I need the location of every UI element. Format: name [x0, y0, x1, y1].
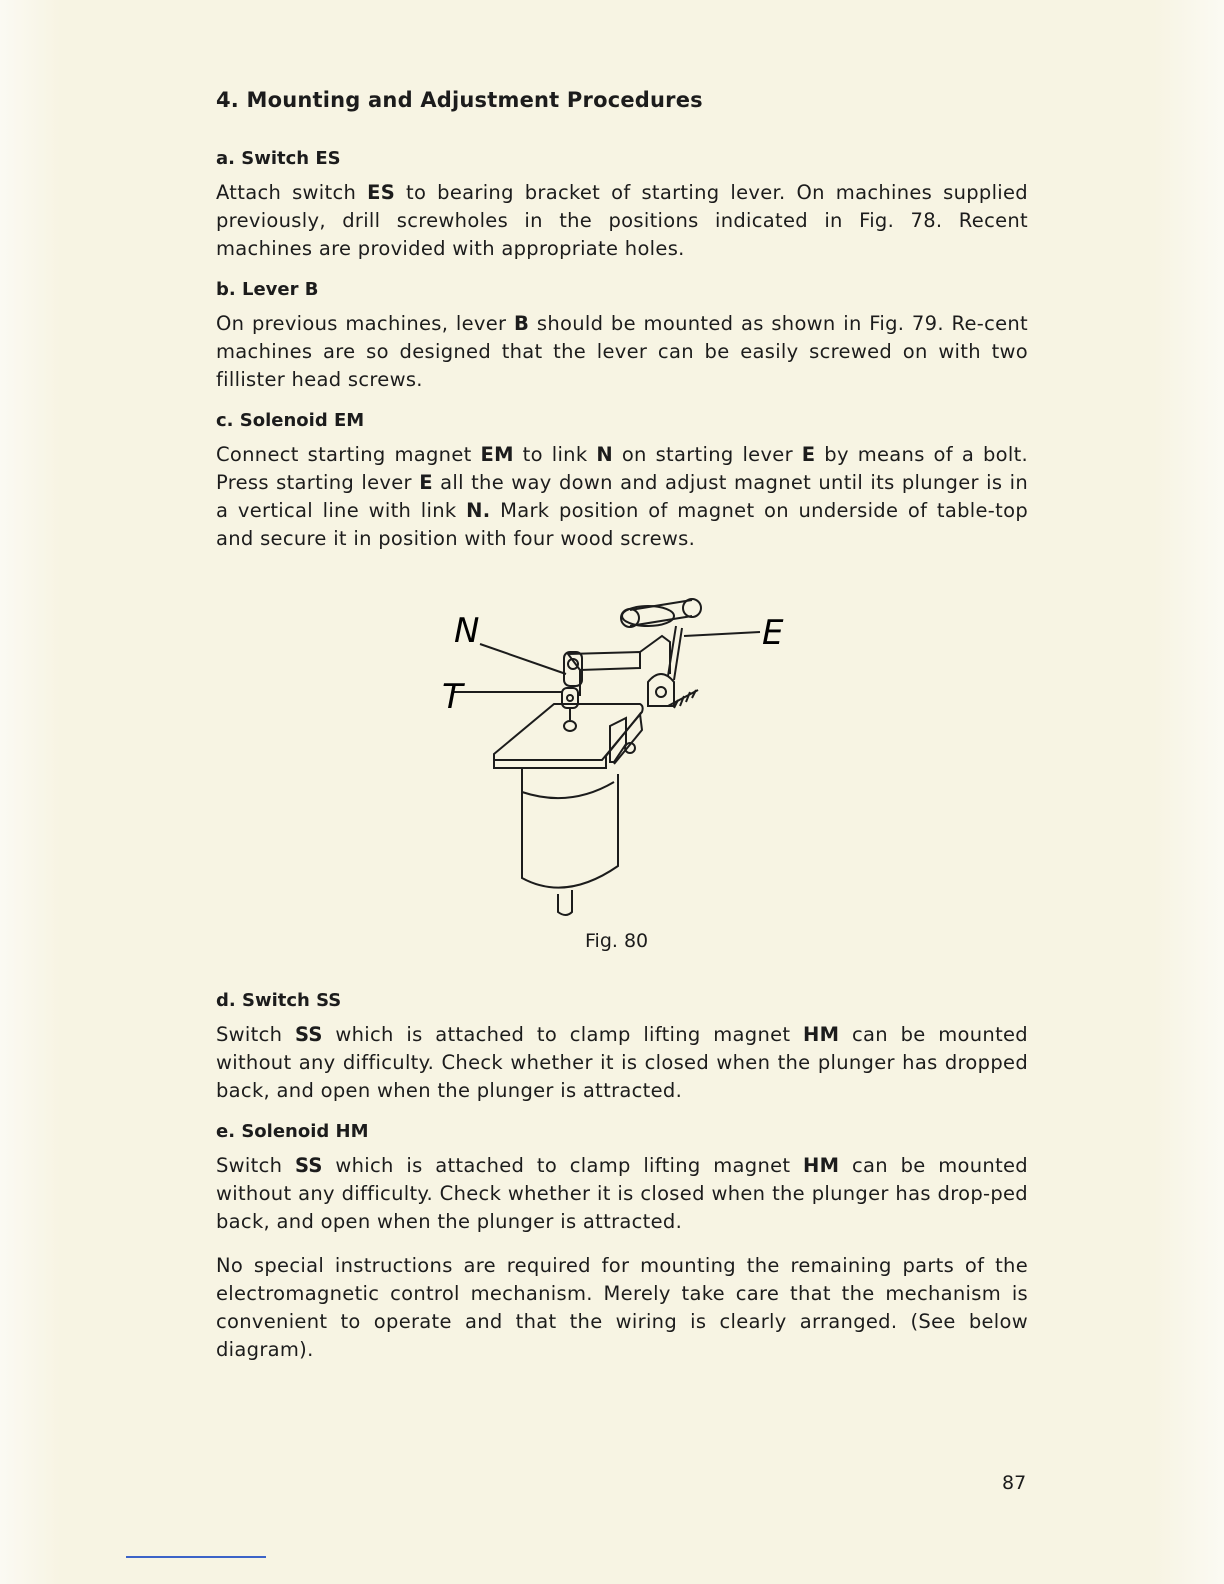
figure-caption: Fig. 80	[585, 930, 649, 952]
section-text: Attach switch ES to bearing bracket of starting lever. On machines supplied previously, drill screwholes in the positions indicated in Fig. 78. Recent machines are provided with appropriate holes.	[216, 181, 1028, 260]
page-number: 87	[1002, 1472, 1027, 1494]
section-solenoid-em	[216, 410, 1028, 553]
section-title: c. Solenoid EM	[216, 410, 365, 431]
section-text: Connect starting magnet EM to link N on starting lever E by means of a bolt. Press starting lever E all the way down and adjust magnet until its plunger is in a vertical line with link N. Mark position of magnet on underside of table-top and secure it in position with four wood screws.	[216, 443, 1029, 550]
section-title: d. Switch SS	[216, 990, 342, 1011]
page-heading: 4. Mounting and Adjustment Procedures	[216, 88, 703, 112]
section-text: On previous machines, lever B should be mounted as shown in Fig. 79. Re-cent machines are so designed that the lever can be easily screwed on with two fillister head screws.	[216, 312, 1029, 391]
figure-label-t: T	[442, 677, 463, 717]
section-title: a. Switch ES	[216, 148, 341, 169]
section-text: Switch SS which is attached to clamp lifting magnet HM can be mounted without any difficulty. Check whether it is closed when the plunger has drop-ped back, and open when the plunger is attracted.	[216, 1154, 1028, 1233]
figure-label-e: E	[762, 613, 784, 653]
section-title: e. Solenoid HM	[216, 1121, 369, 1142]
footer-rule	[126, 1556, 266, 1558]
page-edge-left	[0, 0, 60, 1584]
page-content	[216, 88, 1028, 569]
closing-paragraph: No special instructions are required for mounting the remaining parts of the electromagnetic control mechanism. Merely take care that the mechanism is convenient to operate and that the wiring is clearly arranged. (See below diagram).	[216, 1254, 1028, 1361]
figure-label-n: N	[454, 611, 480, 651]
figure-80-solenoid-drawing	[430, 596, 810, 926]
section-switch-ss	[216, 990, 1028, 1105]
section-text: Switch SS which is attached to clamp lifting magnet HM can be mounted without any difficulty. Check whether it is closed when the plunger has dropped back, and open when the plunger is attracted.	[216, 1023, 1028, 1102]
page-content-lower	[216, 990, 1028, 1380]
section-lever-b	[216, 279, 1028, 394]
section-switch-es	[216, 148, 1028, 263]
section-solenoid-hm	[216, 1121, 1028, 1236]
solenoid-illustration	[430, 596, 810, 926]
page-edge-right	[1154, 0, 1224, 1584]
section-title: b. Lever B	[216, 279, 319, 300]
